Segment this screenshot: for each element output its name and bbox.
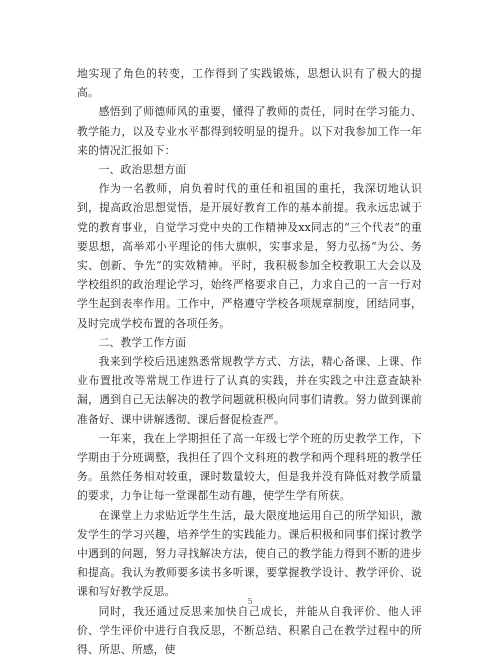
paragraph-teaching-assignments: 一年来，我在上学期担任了高一年级七学个班的历史教学工作，下学期由于分班调整，我担任了四个文科班的教学和两个理科班的教学任务。虽然任务相对较重，课时数量较大，但是我并没有降低对教学质量的要求，力争让每一堂课都生动有趣，使学生学有所获。: [77, 431, 422, 503]
section-heading-political: 一、政治思想方面: [98, 163, 187, 177]
document-body: [77, 64, 422, 659]
paragraph-political-thought: 作为一名教师，肩负着时代的重任和祖国的重托，我深切地认识到，提高政治思想觉悟，是开展好教育工作的基本前提。我永远忠诚于党的教育事业，自觉学习党中央的工作精神及xx同志的“三个代表”的重要思想，高举邓小平理论的伟大旗帜，实事求是，努力弘扬“为公、务实、创新、争先”的实效精神。平时，我积极参加全校教职工大会以及学校组织的政治理论学习，始终严格要求自己，力求自己的一言一行对学生起到表率作用。工作中，严格遵守学校各项规章制度，团结同事，及时完成学校布置的各项任务。: [77, 182, 422, 330]
section-heading-teaching: 二、教学工作方面: [98, 335, 187, 349]
paragraph-reflection: 同时，我还通过反思来加快自己成长，并能从自我评价、他人评价、学生评价中进行自我反思，不断总结、积累自己在教学过程中的所得、所思、所感，使: [77, 604, 422, 657]
paragraph-teaching-methods: 我来到学校后迅速熟悉常规教学方式、方法，精心备课、上课、作业布置批改等常规工作进行了认真的实践，并在实践之中注意查缺补漏，遇到自己无法解决的教学问题就积极向同事们请教。努力做到课前准备好、课中讲解透彻、课后督促检查严。: [77, 355, 422, 426]
paragraph-1: 地实现了角色的转变，工作得到了实践锻炼，思想认识有了极大的提高。: [77, 67, 422, 100]
paragraph-2: 感悟到了师德师风的重要，懂得了教师的责任，同时在学习能力、教学能力，以及专业水平都得到较明显的提升。以下对我参加工作一年来的情况汇报如下：: [77, 105, 422, 157]
paragraph-classroom-practice: 在课堂上力求贴近学生生活，最大限度地运用自己的所学知识，激发学生的学习兴趣，培养学生的实践能力。课后积极和同事们探讨教学中遇到的问题，努力寻找解决方法，使自己的教学能力得到不断的进步和提高。我认为教师要多读书多听课，要掌握教学设计、教学评价、说课和写好教学反思。: [77, 508, 422, 599]
page-number: 5: [247, 597, 253, 606]
